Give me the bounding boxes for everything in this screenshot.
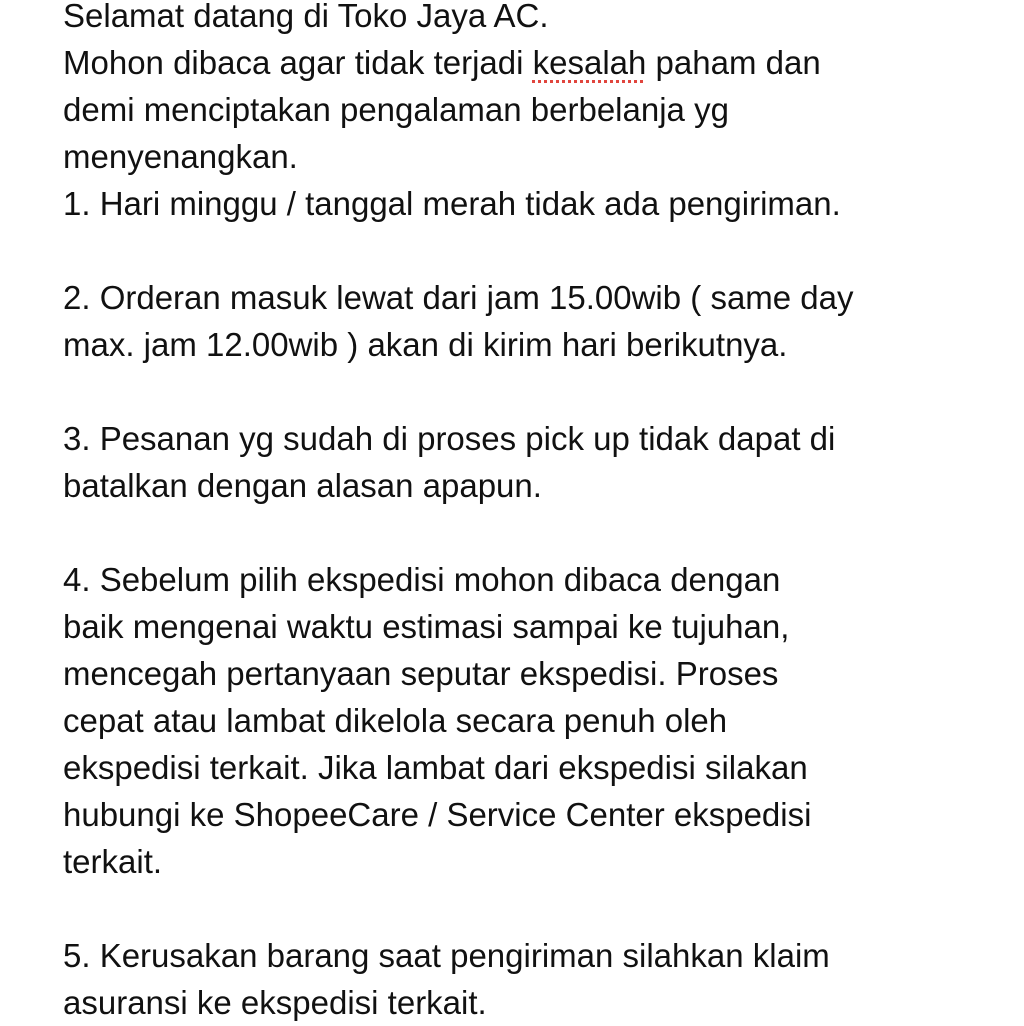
rule-2-line: 2. Orderan masuk lewat dari jam 15.00wib ( same day	[63, 279, 854, 316]
rule-4-line: mencegah pertanyaan seputar ekspedisi. Proses	[63, 655, 779, 692]
note-body[interactable]	[63, 0, 1013, 1026]
blank-line	[63, 509, 1013, 556]
intro-line-2: demi menciptakan pengalaman berbelanja yg	[63, 91, 729, 128]
blank-line	[63, 885, 1013, 932]
rule-4-line: hubungi ke ShopeeCare / Service Center ekspedisi	[63, 796, 812, 833]
misspelled-word[interactable]: kesalah	[532, 44, 647, 81]
rule-3-line: batalkan dengan alasan apapun.	[63, 467, 542, 504]
rule-4-line: baik mengenai waktu estimasi sampai ke tujuhan,	[63, 608, 790, 645]
intro-line-1	[63, 39, 1013, 86]
rule-4-line: terkait.	[63, 843, 163, 880]
greeting-line: Selamat datang di Toko Jaya AC.	[63, 0, 549, 34]
rule-3-line: 3. Pesanan yg sudah di proses pick up tidak dapat di	[63, 420, 836, 457]
intro-text: Mohon dibaca agar tidak terjadi	[63, 44, 533, 81]
blank-line	[63, 227, 1013, 274]
rule-2-line: max. jam 12.00wib ) akan di kirim hari berikutnya.	[63, 326, 788, 363]
rule-5-line: asuransi ke ekspedisi terkait.	[63, 984, 487, 1021]
rule-4-line: 4. Sebelum pilih ekspedisi mohon dibaca dengan	[63, 561, 781, 598]
intro-line-3: menyenangkan.	[63, 138, 298, 175]
rule-4-line: ekspedisi terkait. Jika lambat dari ekspedisi silakan	[63, 749, 808, 786]
rule-4-line: cepat atau lambat dikelola secara penuh oleh	[63, 702, 728, 739]
rule-5-line: 5. Kerusakan barang saat pengiriman silahkan klaim	[63, 937, 830, 974]
blank-line	[63, 368, 1013, 415]
rule-1-line: 1. Hari minggu / tanggal merah tidak ada pengiriman.	[63, 185, 841, 222]
intro-text: paham dan	[646, 44, 821, 81]
